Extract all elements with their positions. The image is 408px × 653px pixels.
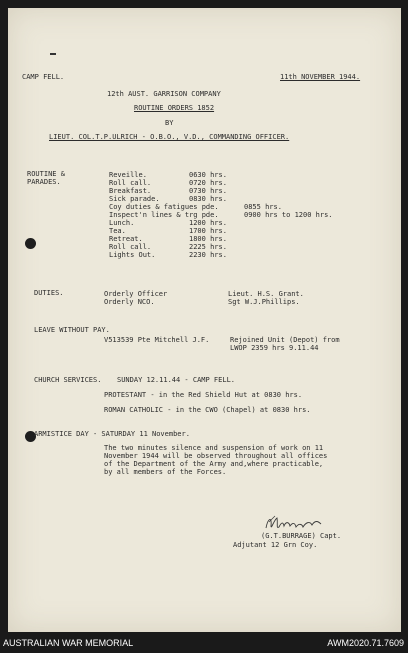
routine-item-time: 2230 hrs.	[189, 251, 227, 259]
routine-item-name: Lunch.	[109, 219, 135, 227]
church-heading: CHURCH SERVICES.	[34, 376, 102, 384]
orders-title: ROUTINE ORDERS 1852	[134, 104, 215, 112]
duty-role: Orderly NCO.	[104, 298, 155, 306]
ink-mark	[50, 53, 56, 55]
routine-item-name: Sick parade.	[109, 195, 160, 203]
routine-item-name: Coy duties & fatigues pde.	[109, 203, 219, 211]
routine-item-name: Reveille.	[109, 171, 147, 179]
routine-item-time: 0830 hrs.	[189, 195, 227, 203]
routine-heading-1: ROUTINE &	[27, 170, 65, 178]
handwritten-signature	[263, 512, 325, 534]
routine-item-time: 1200 hrs.	[189, 219, 227, 227]
routine-item-name: Roll call.	[109, 179, 152, 187]
church-date: SUNDAY 12.11.44 - CAMP FELL.	[117, 376, 236, 384]
armistice-heading: ARMISTICE DAY - SATURDAY 11 November.	[34, 430, 190, 438]
routine-item-name: Breakfast.	[109, 187, 152, 195]
armistice-line: November 1944 will be observed throughout all offices	[104, 452, 328, 460]
footer-institution: AUSTRALIAN WAR MEMORIAL	[3, 638, 134, 648]
armistice-line: of the Department of the Army and,where practicable,	[104, 460, 324, 468]
armistice-line: The two minutes silence and suspension of work on 11	[104, 444, 324, 452]
by-label: BY	[165, 119, 174, 127]
date: 11th NOVEMBER 1944.	[280, 73, 361, 81]
routine-extra-time: 0855 hrs.	[244, 203, 282, 211]
duty-person: Sgt W.J.Phillips.	[228, 298, 300, 306]
duties-heading: DUTIES.	[34, 289, 64, 297]
routine-item-time: 2225 hrs.	[189, 243, 227, 251]
commanding-officer: LIEUT. COL.T.P.ULRICH - O.B.O., V.D., COMMANDING OFFICER.	[49, 133, 290, 141]
leave-entry: V513539 Pte Mitchell J.F.	[104, 336, 210, 344]
footer-accession-number: AWM2020.71.7609	[327, 638, 404, 648]
routine-item-name: Roll call.	[109, 243, 152, 251]
signatory-name: (G.T.BURRAGE) Capt.	[261, 532, 342, 540]
routine-item-name: Lights Out.	[109, 251, 156, 259]
routine-item-name: Inspect'n lines & trg pde.	[109, 211, 219, 219]
routine-item-time	[189, 203, 227, 211]
routine-item-name: Retreat.	[109, 235, 143, 243]
routine-item-time: 0720 hrs.	[189, 179, 227, 187]
church-protestant: PROTESTANT - in the Red Shield Hut at 0830 hrs.	[104, 391, 303, 399]
archive-footer	[0, 632, 408, 653]
routine-times	[189, 171, 227, 259]
leave-detail-2: LWOP 2359 hrs 9.11.44	[230, 344, 319, 352]
punch-hole-top	[25, 238, 36, 249]
leave-detail-1: Rejoined Unit (Depot) from	[230, 336, 340, 344]
armistice-line: by all members of the Forces.	[104, 468, 227, 476]
signatory-title: Adjutant 12 Grn Coy.	[233, 541, 318, 549]
church-catholic: ROMAN CATHOLIC - in the CWO (Chapel) at 0830 hrs.	[104, 406, 311, 414]
location: CAMP FELL.	[22, 73, 65, 81]
routine-item-time: 0630 hrs.	[189, 171, 227, 179]
document-page	[8, 8, 401, 632]
routine-item-time: 0730 hrs.	[189, 187, 227, 195]
duty-person: Lieut. H.S. Grant.	[228, 290, 304, 298]
unit-name: 12th AUST. GARRISON COMPANY	[107, 90, 221, 98]
duty-role: Orderly Officer	[104, 290, 168, 298]
routine-item-time: 1700 hrs.	[189, 227, 227, 235]
routine-heading-2: PARADES.	[27, 178, 61, 186]
leave-heading: LEAVE WITHOUT PAY.	[34, 326, 110, 334]
routine-extra-time: 0900 hrs to 1200 hrs.	[244, 211, 333, 219]
routine-item-time: 1800 hrs.	[189, 235, 227, 243]
armistice-body	[104, 444, 327, 476]
routine-item-name: Tea.	[109, 227, 126, 235]
routine-item-time	[189, 211, 227, 219]
